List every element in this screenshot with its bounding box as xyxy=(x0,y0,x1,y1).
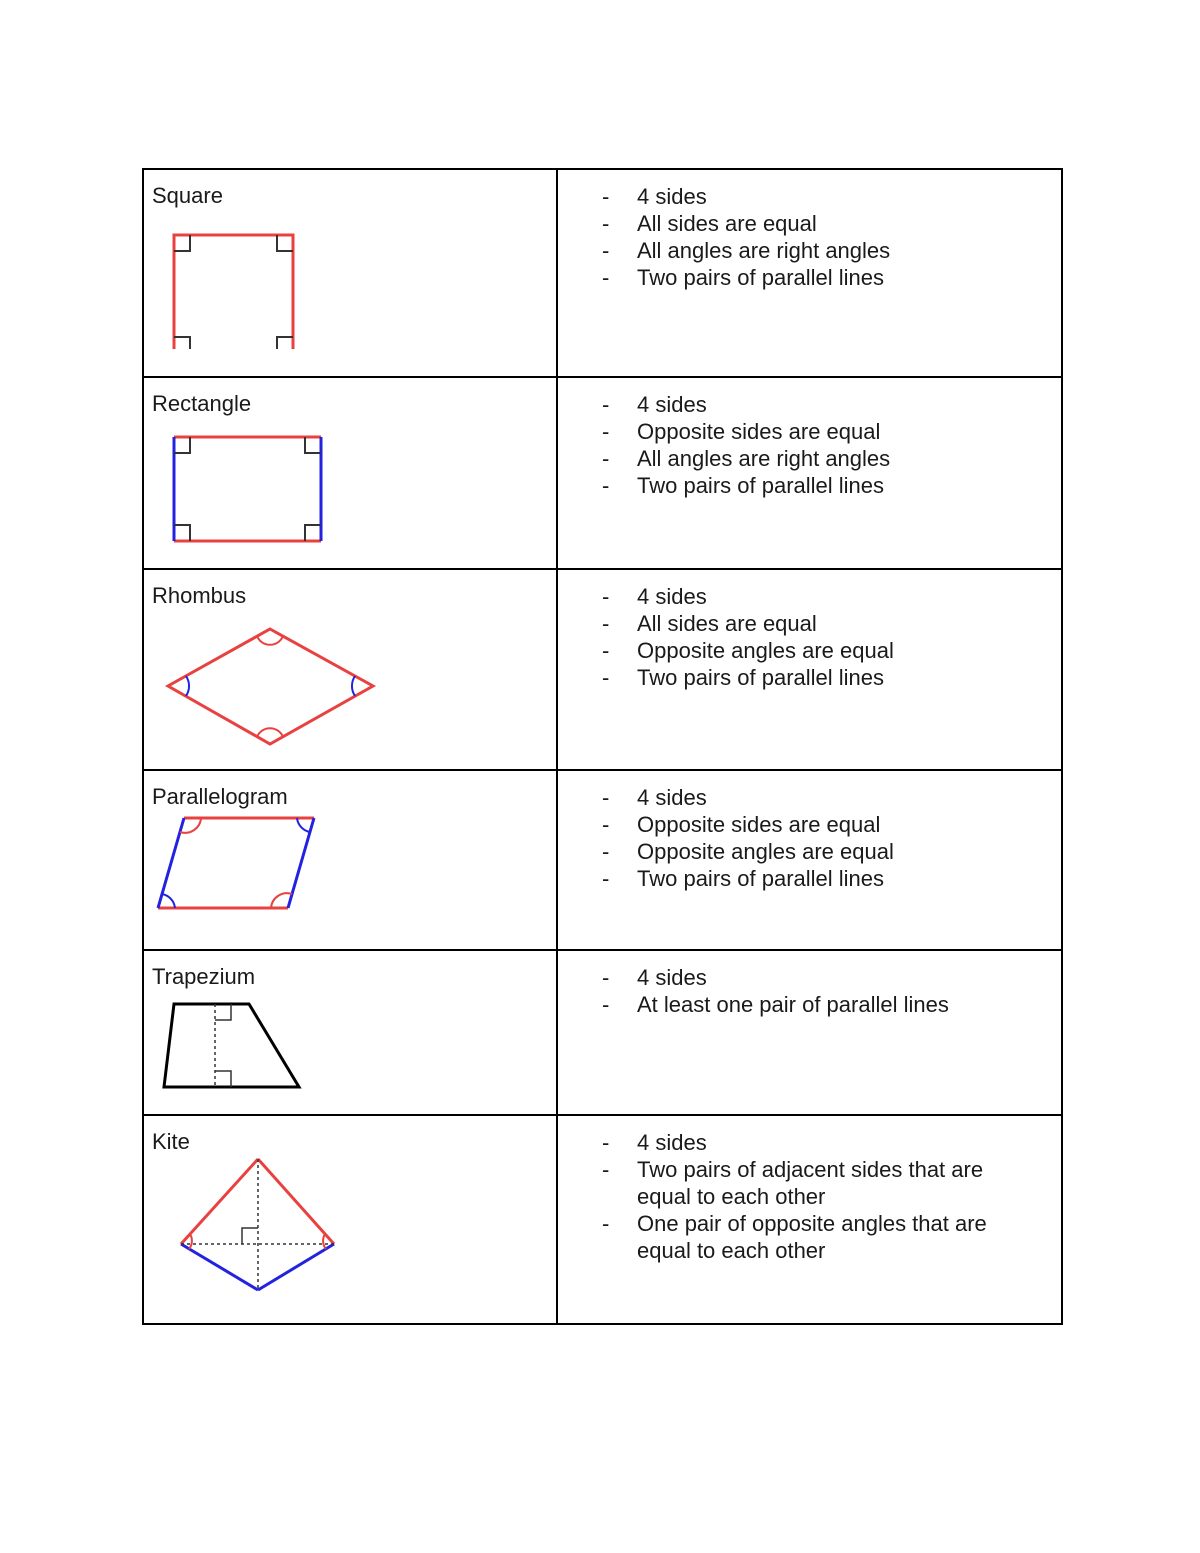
properties-list-rectangle xyxy=(558,391,1061,499)
table-row-kite xyxy=(143,1115,1062,1324)
property-item: - All sides are equal xyxy=(602,211,817,236)
properties-list-parallelogram xyxy=(558,784,1061,892)
properties-cell-kite xyxy=(557,1115,1062,1324)
right-angle-marker xyxy=(277,337,293,349)
property-item: - 4 sides xyxy=(602,1130,707,1155)
table-row-square xyxy=(143,169,1062,377)
shape-name-rectangle: Rectangle xyxy=(152,391,252,416)
right-angle-marker xyxy=(305,525,321,541)
kite-diagram xyxy=(144,1155,444,1305)
properties-list-square xyxy=(558,183,1061,291)
property-item: - Two pairs of parallel lines xyxy=(602,473,885,498)
parallelogram-diagram xyxy=(144,810,444,930)
property-item: - All angles are right angles xyxy=(602,238,891,263)
property-item: - At least one pair of parallel lines xyxy=(602,992,949,1017)
property-item: - 4 sides xyxy=(602,785,707,810)
shape-name-parallelogram: Parallelogram xyxy=(152,784,288,809)
angle-arc-bottom xyxy=(257,728,283,737)
angle-arc xyxy=(297,818,310,832)
property-item: - 4 sides xyxy=(602,392,707,417)
shape-cell-square xyxy=(143,169,557,377)
right-angle-marker xyxy=(242,1228,258,1244)
kite-upper-right-side xyxy=(258,1159,334,1244)
kite-lower-left-side xyxy=(181,1244,258,1290)
property-item: - All angles are right angles xyxy=(602,446,891,471)
shapes-table xyxy=(142,168,1063,1325)
angle-arc-right xyxy=(352,676,355,696)
shape-cell-kite xyxy=(143,1115,557,1324)
rectangle-diagram xyxy=(144,417,444,547)
shape-name-rhombus: Rhombus xyxy=(152,583,247,608)
properties-cell-trapezium xyxy=(557,950,1062,1115)
table-row-parallelogram xyxy=(143,770,1062,950)
property-item: - 4 sides xyxy=(602,184,707,209)
kite-lower-right-side xyxy=(258,1244,334,1290)
properties-cell-square xyxy=(557,169,1062,377)
parallelogram-right-side xyxy=(288,818,314,908)
table-row-rhombus xyxy=(143,569,1062,770)
property-item: - Two pairs of adjacent sides that are equal to each other xyxy=(602,1157,984,1209)
right-angle-marker xyxy=(174,525,190,541)
parallelogram-left-side xyxy=(158,818,184,908)
properties-cell-rhombus xyxy=(557,569,1062,770)
angle-arc-top xyxy=(257,636,283,645)
property-item: - Opposite angles are equal xyxy=(602,839,894,864)
angle-arc-left xyxy=(186,676,189,696)
properties-cell-parallelogram xyxy=(557,770,1062,950)
angle-arc xyxy=(162,894,175,908)
property-item: - Two pairs of parallel lines xyxy=(602,265,885,290)
shape-cell-rhombus xyxy=(143,569,557,770)
property-item: - Two pairs of parallel lines xyxy=(602,665,885,690)
right-angle-marker xyxy=(174,437,190,453)
property-item: - Opposite sides are equal xyxy=(602,419,881,444)
properties-list-kite xyxy=(558,1129,1061,1264)
right-angle-marker xyxy=(174,235,190,251)
shape-cell-trapezium xyxy=(143,950,557,1115)
table-row-trapezium xyxy=(143,950,1062,1115)
shape-cell-rectangle xyxy=(143,377,557,569)
properties-list-rhombus xyxy=(558,583,1061,691)
property-item: - All sides are equal xyxy=(602,611,817,636)
property-item: - One pair of opposite angles that are equal to each other xyxy=(602,1211,987,1263)
property-item: - 4 sides xyxy=(602,584,707,609)
right-angle-marker xyxy=(215,1004,231,1020)
property-item: - 4 sides xyxy=(602,965,707,990)
property-item: - Opposite angles are equal xyxy=(602,638,894,663)
right-angle-marker xyxy=(215,1071,231,1087)
property-item: - Two pairs of parallel lines xyxy=(602,866,885,891)
property-item: - Opposite sides are equal xyxy=(602,812,881,837)
square-diagram xyxy=(144,209,444,349)
square-outline xyxy=(174,235,293,349)
right-angle-marker xyxy=(277,235,293,251)
trapezium-diagram xyxy=(144,990,444,1100)
properties-list-trapezium xyxy=(558,964,1061,1018)
properties-cell-rectangle xyxy=(557,377,1062,569)
shape-name-trapezium: Trapezium xyxy=(152,964,256,989)
table-row-rectangle xyxy=(143,377,1062,569)
rhombus-outline xyxy=(168,629,373,744)
right-angle-marker xyxy=(305,437,321,453)
shape-name-square: Square xyxy=(152,183,223,208)
shape-name-kite: Kite xyxy=(152,1129,190,1154)
right-angle-marker xyxy=(174,337,190,349)
kite-upper-left-side xyxy=(181,1159,258,1244)
shape-cell-parallelogram xyxy=(143,770,557,950)
rhombus-diagram xyxy=(144,609,444,749)
